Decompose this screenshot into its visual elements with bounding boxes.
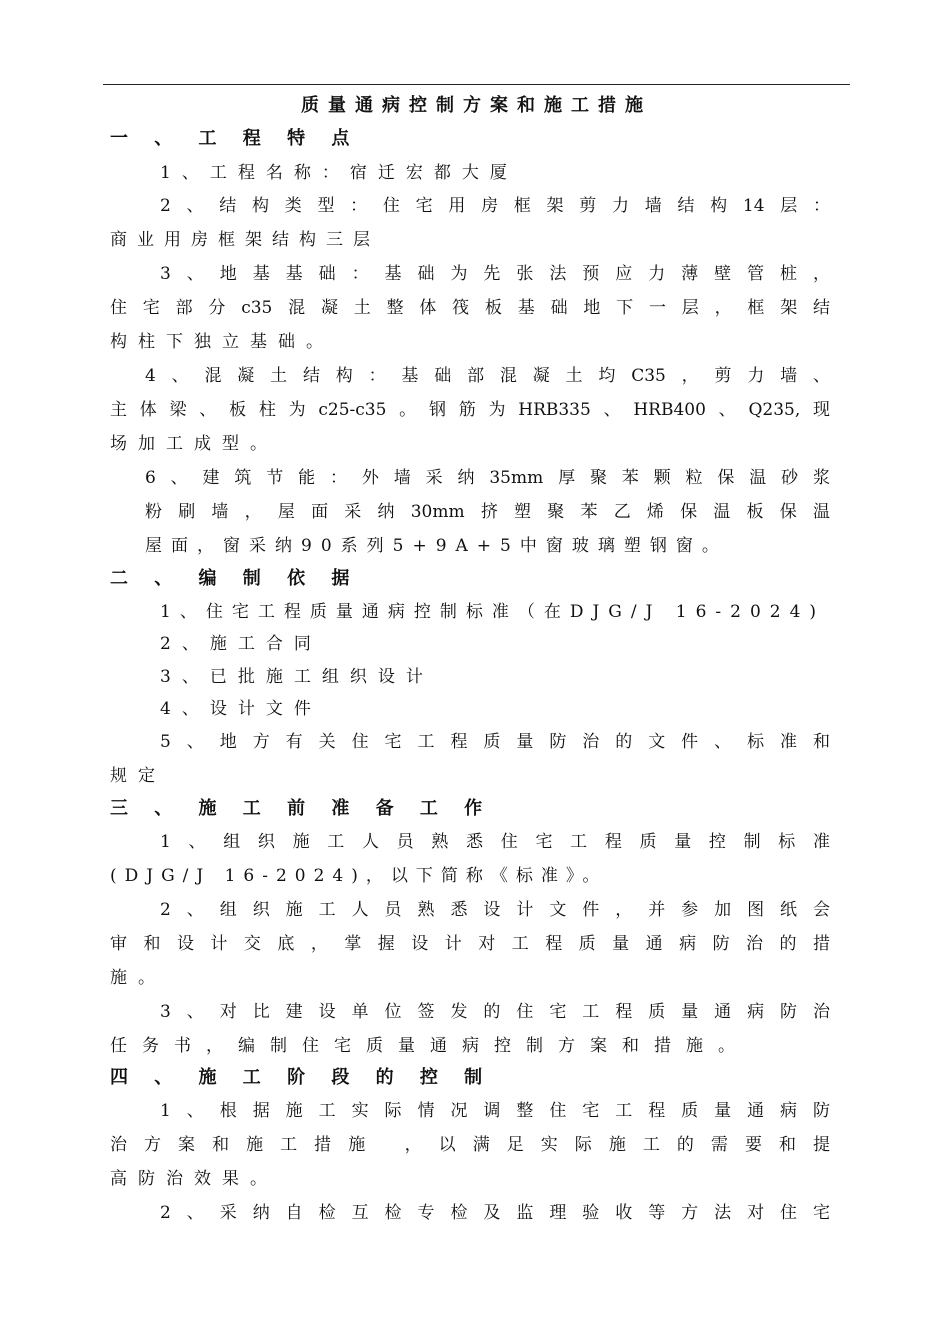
body-line: 2、采纳自检互检专检及监理验收等方法对住宅: [160, 1203, 830, 1223]
body-line: 4、混凝土结构：基础部混凝土均C35，剪力墙、: [145, 366, 830, 386]
body-line: 商业用房框架结构三层: [110, 230, 380, 250]
body-line: 主体梁、板柱为c25-c35。钢筋为HRB335、HRB400、Q235,现: [110, 400, 830, 420]
body-line: 审和设计交底，掌握设计对工程质量通病防治的措: [110, 934, 830, 954]
body-line: 1、根据施工实际情况调整住宅工程质量通病防: [160, 1101, 830, 1121]
body-line: 施。: [110, 968, 166, 988]
body-line: 场加工成型。: [110, 434, 278, 454]
body-line: 3、已批施工组织设计: [160, 667, 434, 687]
body-line: 1、组织施工人员熟悉住宅工程质量控制标准: [160, 832, 830, 852]
section-heading-4: 四 、 施 工 阶 段 的 控 制: [110, 1067, 493, 1088]
body-line: 治方案和施工措施 ，以满足实际施工的需要和提: [110, 1135, 830, 1155]
body-line: 4、设计文件: [160, 699, 322, 719]
body-line: 高防治效果。: [110, 1169, 278, 1189]
body-line: 屋面，窗采纳90系列5+9A+5中窗玻璃塑钢窗。: [145, 536, 728, 556]
section-heading-2: 二 、 编 制 依 据: [110, 568, 360, 589]
body-line: 规定: [110, 766, 166, 786]
section-heading-3: 三 、 施 工 前 准 备 工 作: [110, 798, 493, 819]
body-line: 住宅部分c35混凝土整体筏板基础地下一层，框架结: [110, 298, 830, 318]
header-rule: [103, 84, 850, 85]
body-line: 5、地方有关住宅工程质量防治的文件、标准和: [160, 732, 830, 752]
body-line: 2、结构类型：住宅用房框架剪力墙结构14层：: [160, 196, 830, 216]
body-line: 1、工程名称：宿迁宏都大厦: [160, 163, 518, 183]
body-line: 2、施工合同: [160, 634, 322, 654]
body-line: 3、地基基础：基础为先张法预应力薄壁管桩，: [160, 264, 830, 284]
body-line: 任务书，编制住宅质量通病控制方案和措施。: [110, 1036, 750, 1056]
body-line: 构柱下独立基础。: [110, 332, 334, 352]
section-heading-1: 一 、 工 程 特 点: [110, 128, 360, 149]
page-title: 质量通病控制方案和施工措施: [301, 95, 652, 116]
body-line: 6、建筑节能：外墙采纳35mm厚聚苯颗粒保温砂浆: [145, 468, 830, 488]
body-line: 3、对比建设单位签发的住宅工程质量通病防治: [160, 1002, 830, 1022]
body-line: 1、住宅工程质量通病控制标准（在DJG/J 16-2024): [160, 602, 826, 622]
body-line: 粉刷墙，屋面采纳30mm挤塑聚苯乙烯保温板保温: [145, 502, 830, 522]
body-line: 2、组织施工人员熟悉设计文件，并参加图纸会: [160, 900, 830, 920]
body-line: (DJG/J 16-2024)，以下简称《标准》。: [110, 866, 608, 886]
